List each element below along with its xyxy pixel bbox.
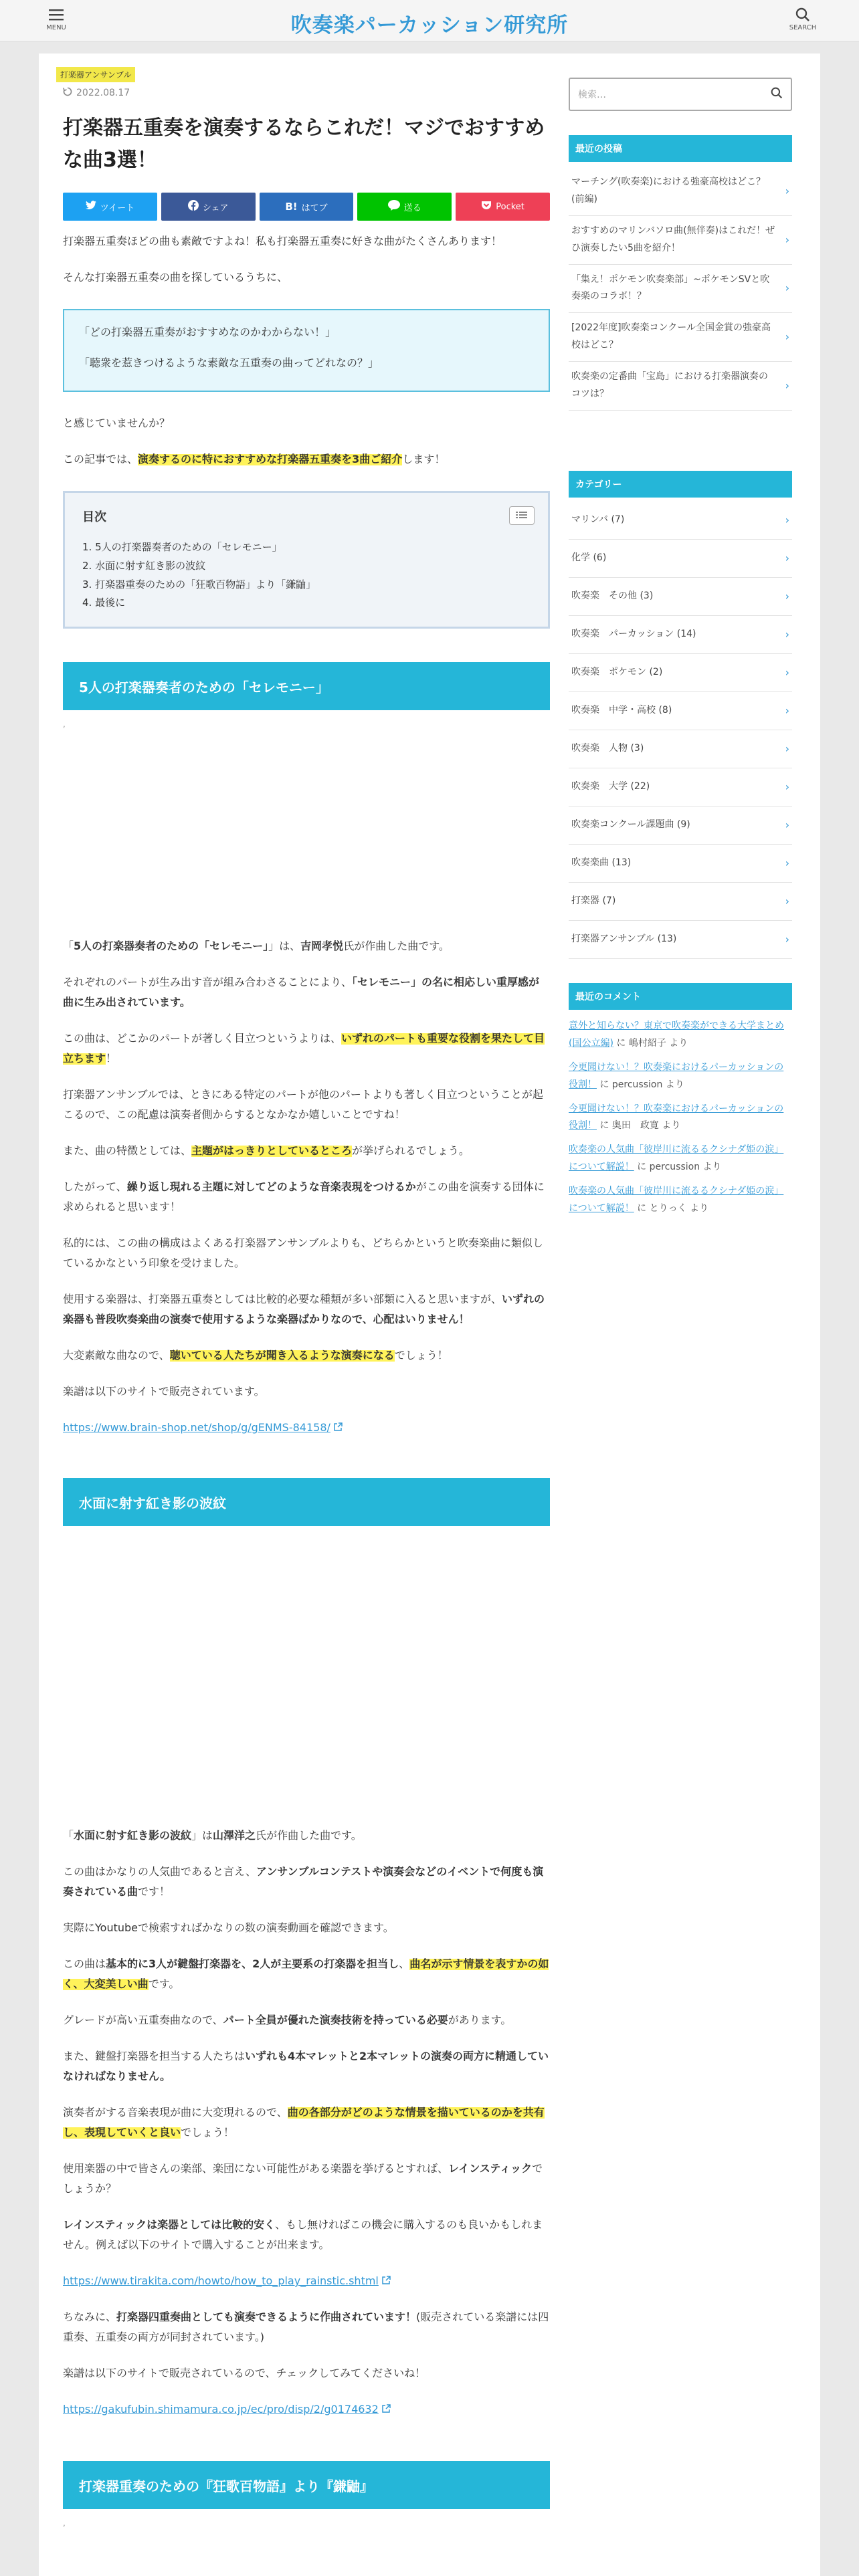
text: に — [613, 1037, 629, 1049]
text: 」は、 — [268, 940, 301, 952]
recent-post-label: [2022年度]吹奏楽コンクール全国金賞の強豪高校はどこ？ — [571, 322, 771, 351]
category-label: 吹奏楽曲 (13) — [571, 857, 632, 869]
s2-paragraph-8 — [63, 2159, 550, 2199]
category-item[interactable] — [569, 730, 792, 768]
comment-item — [569, 1183, 792, 1218]
score-shop-link-1[interactable]: https://www.brain-shop.net/shop/g/gENMS-84158/ — [63, 1421, 330, 1434]
sidebar-search-input[interactable] — [569, 78, 792, 111]
category-label: 化学 (6) — [571, 552, 607, 564]
bold: レインスティック — [448, 2162, 533, 2175]
section-heading-1: 5人の打楽器奏者のための「セレモニー」 — [63, 662, 550, 710]
search-label: SEARCH — [789, 24, 817, 31]
s2-link-line-2 — [63, 2399, 550, 2420]
s1-paragraph-3 — [63, 1029, 550, 1069]
external-link-icon — [382, 2274, 391, 2287]
rainstick-shop-link[interactable]: https://www.tirakita.com/howto/how_to_play_rainstic.shtml — [63, 2274, 379, 2287]
video-note: , — [63, 720, 66, 729]
text: します！ — [402, 453, 446, 465]
category-label: 吹奏楽 人物 (3) — [571, 743, 644, 754]
category-item[interactable] — [569, 540, 792, 578]
external-link-icon — [334, 1421, 343, 1434]
recent-post-label: マーチング(吹奏楽)における強豪高校はどこ？(前編) — [571, 177, 765, 205]
recent-post-label: おすすめのマリンバソロ曲(無伴奏)はこれだ！ぜひ演奏したい5曲を紹介！ — [571, 225, 775, 253]
facebook-share-label: シェア — [202, 203, 229, 213]
text: (販売されている楽譜には四重奏、五重奏の両方が同封されています。) — [63, 2311, 549, 2344]
text: 「 — [63, 940, 74, 952]
toc-toggle-icon — [515, 510, 529, 522]
category-item[interactable] — [569, 502, 792, 540]
s2-paragraph-7 — [63, 2103, 550, 2143]
category-label: 打楽器 (7) — [571, 895, 616, 907]
comment-item — [569, 1018, 792, 1053]
highlight: 曲の各部分がどのような情景を描いているのかを共有し、表現していくと良い — [63, 2106, 545, 2139]
s1-paragraph-9 — [63, 1346, 550, 1366]
comment-post-link[interactable]: 意外と知らない？東京で吹奏楽ができる大学まとめ(国公立編) — [569, 1021, 784, 1049]
video-note: , — [63, 2518, 66, 2528]
menu-label: MENU — [46, 24, 66, 31]
bold: いずれの楽器も普段吹奏楽曲の演奏で使用するような楽器ばかりなので、心配はいりません！ — [63, 1293, 545, 1326]
text: より — [666, 1037, 688, 1049]
chevron-right-icon: › — [785, 704, 789, 718]
chevron-right-icon: › — [785, 233, 789, 246]
recent-comments-title: 最近のコメント — [569, 983, 792, 1010]
text: でしょう！ — [394, 1349, 448, 1362]
section-heading-2: 水面に射す紅き影の波紋 — [63, 1478, 550, 1526]
category-item[interactable] — [569, 768, 792, 807]
category-label: マリンバ (7) — [571, 514, 625, 526]
text: でしょう！ — [181, 2126, 235, 2139]
intro-paragraph-1: 打楽器五重奏ほどの曲も素敵ですよね！私も打楽器五重奏に好きな曲がたくさんあります！ — [63, 235, 502, 247]
text: に — [634, 1203, 650, 1214]
text: この記事では、 — [63, 453, 138, 465]
site-header — [0, 0, 859, 41]
s1-paragraph-10: 楽譜は以下のサイトで販売されています。 — [63, 1385, 265, 1398]
category-label: 吹奏楽 ポケモン (2) — [571, 667, 663, 678]
chevron-right-icon: › — [785, 742, 789, 756]
s2-paragraph-1 — [63, 1826, 550, 1846]
category-item[interactable] — [569, 845, 792, 883]
bold: レインスティックは楽器としては比較的安く — [63, 2218, 276, 2231]
bold: 「セレモニー」の名に相応しい重厚感が曲に生み出されています。 — [63, 976, 540, 1009]
text: 「 — [63, 1829, 74, 1842]
hatena-share-button[interactable] — [260, 193, 354, 221]
category-label: 吹奏楽 その他 (3) — [571, 591, 654, 602]
comment-post-link[interactable]: 吹奏楽の人気曲「彼岸川に流るるクシナダ姫の涙」について解説！ — [569, 1186, 784, 1214]
toc-item[interactable]: 2. 水面に射す紅き影の波紋 — [82, 559, 206, 572]
line-share-label: 送る — [403, 203, 421, 213]
recent-post-item[interactable] — [569, 216, 792, 265]
highlight: いずれのパートも重要な役割を果たして目立ちます — [63, 1032, 545, 1065]
category-item[interactable] — [569, 578, 792, 616]
category-label: 吹奏楽コンクール課題曲 (9) — [571, 819, 690, 831]
bold: 吉岡孝悦 — [300, 940, 344, 952]
s1-paragraph-8 — [63, 1289, 550, 1330]
s1-paragraph-4: 打楽器アンサンブルでは、ときにある特定のパートが他のパートよりも著しく目立つということが起こるので、この配慮は演奏者側からするとなかなか嬉しいことですね！ — [63, 1088, 543, 1121]
line-icon — [388, 200, 400, 213]
s2-paragraph-4 — [63, 1954, 550, 1995]
comment-author: percussion — [611, 1079, 663, 1090]
text: でしょうか？ — [63, 2162, 543, 2195]
chevron-right-icon: › — [785, 514, 789, 527]
date-text: 2022.08.17 — [76, 88, 130, 98]
text: 大変素敵な曲なので、 — [63, 1349, 170, 1362]
comment-author: percussion — [649, 1162, 700, 1173]
category-item[interactable] — [569, 616, 792, 654]
s1-paragraph-5 — [63, 1141, 550, 1161]
category-item[interactable] — [569, 883, 792, 921]
toc-item[interactable]: 3. 打楽器重奏のための「狂歌百物語」より「鎌鼬」 — [82, 578, 316, 591]
twitter-icon — [86, 201, 96, 213]
highlight: 曲名が示す情景を表すかの如く、大変美しい曲 — [63, 1957, 549, 1991]
category-label: 吹奏楽 中学・高校 (8) — [571, 705, 672, 716]
recent-posts-title: 最近の投稿 — [569, 135, 792, 162]
recent-post-item[interactable] — [569, 362, 792, 411]
category-item[interactable] — [569, 807, 792, 845]
pocket-icon — [481, 201, 492, 213]
text: ！ — [106, 1052, 117, 1065]
s2-paragraph-10 — [63, 2307, 550, 2348]
chevron-right-icon: › — [785, 857, 789, 870]
text: この曲は、どこかのパートが著しく目立つというよりは、 — [63, 1032, 342, 1045]
s2-paragraph-6 — [63, 2046, 550, 2087]
highlight: 演奏するのに特におすすめな打楽器五重奏を3曲ご紹介 — [138, 453, 403, 465]
category-badge[interactable]: 打楽器アンサンブル — [56, 67, 135, 82]
question-box — [63, 309, 550, 392]
chevron-right-icon: › — [785, 379, 789, 393]
text: 使用する楽器は、打楽器五重奏としては比較的必要な種類が多い部類に入ると思いますが、 — [63, 1293, 502, 1305]
text: それぞれのパートが生み出す音が組み合わさることにより、 — [63, 976, 353, 988]
chevron-right-icon: › — [785, 780, 789, 794]
s1-paragraph-6 — [63, 1177, 550, 1218]
text: より — [686, 1203, 709, 1214]
twitter-share-label: ツイート — [100, 203, 135, 213]
section-heading-3: 打楽器重奏のための『狂歌百物語』より『鎌鼬』 — [63, 2461, 550, 2509]
recent-post-item[interactable] — [569, 313, 792, 362]
text: グレードが高い五重奏曲なので、 — [63, 2014, 223, 2026]
text: また、鍵盤打楽器を担当する人たちは — [63, 2050, 246, 2062]
comment-post-link[interactable]: 吹奏楽の人気曲「彼岸川に流るるクシナダ姫の涙」について解説！ — [569, 1144, 784, 1173]
chevron-right-icon: › — [785, 590, 789, 603]
category-label: 吹奏楽 大学 (22) — [571, 781, 650, 792]
highlight: 主題がはっきりとしているところ — [191, 1144, 353, 1157]
s1-paragraph-1 — [63, 936, 550, 956]
site-title[interactable]: 吹奏楽パーカッション研究所 — [290, 13, 569, 37]
s2-paragraph-5 — [63, 2010, 550, 2030]
recent-post-item[interactable] — [569, 167, 792, 216]
text: この曲はかなりの人気曲であると言え、 — [63, 1865, 256, 1878]
text: 氏が作曲した曲です。 — [256, 1829, 362, 1842]
chevron-right-icon: › — [785, 666, 789, 679]
question-1: 「どの打楽器五重奏がおすすめなのかわからない！」 — [79, 326, 337, 338]
text: があります。 — [448, 2014, 512, 2026]
toc-item[interactable]: 4. 最後に — [82, 597, 126, 609]
categories-list — [569, 502, 792, 959]
pocket-share-label: Pocket — [496, 201, 524, 212]
category-item[interactable] — [569, 921, 792, 959]
refresh-icon — [63, 87, 72, 99]
text: したがって、 — [63, 1180, 127, 1193]
bold: パート全員が優れた演奏技術を持っている必要 — [223, 2014, 448, 2026]
bold: 5人の打楽器奏者のための「セレモニー」 — [74, 940, 269, 952]
highlight: 聴いている人たちが聞き入るような演奏になる — [169, 1349, 395, 1362]
toc-toggle-button[interactable] — [509, 506, 535, 525]
table-of-contents — [63, 491, 550, 629]
share-buttons — [63, 193, 550, 221]
chevron-right-icon: › — [785, 185, 789, 198]
bold: アンサンブルコンテストや演奏会などのイベントで何度も演奏されている曲 — [63, 1865, 544, 1899]
post-date — [63, 87, 130, 99]
hatena-icon: B! — [285, 201, 298, 213]
s2-paragraph-2 — [63, 1862, 550, 1903]
post-title: 打楽器五重奏を演奏するならこれだ！マジでおすすめな曲3選！ — [63, 116, 545, 172]
text: に — [597, 1079, 612, 1090]
recent-post-label: 「集え！ポケモン吹奏楽部」~ポケモンSVと吹奏楽のコラボ！？ — [571, 274, 770, 302]
facebook-icon — [188, 200, 199, 213]
toc-title: 目次 — [82, 510, 106, 524]
comment-post-link[interactable]: 今更聞けない！？吹奏楽におけるパーカッションの役割！ — [569, 1103, 784, 1132]
chevron-right-icon: › — [785, 933, 789, 946]
chevron-right-icon: › — [785, 282, 789, 295]
category-label: 吹奏楽 パーカッション (14) — [571, 629, 696, 640]
text: が挙げられるでしょう。 — [352, 1144, 470, 1157]
comment-author: 奥田 政寛 — [611, 1120, 659, 1132]
bold: 水面に射す紅き影の波紋 — [74, 1829, 192, 1842]
chevron-right-icon: › — [785, 819, 789, 832]
search-button[interactable] — [784, 5, 822, 31]
text: より — [662, 1079, 684, 1090]
comment-item — [569, 1059, 792, 1094]
bold: いずれも4本マレットと2本マレットの演奏の両方に精通していなければなりません。 — [63, 2050, 549, 2083]
video-embed-3[interactable] — [63, 2518, 550, 2572]
chevron-right-icon: › — [785, 895, 789, 908]
s1-link-line — [63, 1418, 550, 1438]
bold: 山澤洋之 — [213, 1829, 256, 1842]
s2-paragraph-3: 実際にYoutubeで検索すればかなりの数の演奏動画を確認できます。 — [63, 1921, 394, 1934]
intro-paragraph-3: と感じていませんか？ — [63, 417, 171, 429]
text: 」は — [191, 1829, 213, 1842]
comment-post-link[interactable]: 今更聞けない！？吹奏楽におけるパーカッションの役割！ — [569, 1061, 784, 1090]
line-share-button[interactable] — [357, 193, 452, 221]
toc-item[interactable]: 1. 5人の打楽器奏者のための「セレモニー」 — [82, 541, 282, 553]
question-2: 「聴衆を惹きつけるような素敵な五重奏の曲ってどれなの？」 — [79, 356, 379, 370]
facebook-share-button[interactable] — [161, 193, 256, 221]
recent-comments-list — [569, 1018, 792, 1224]
search-placeholder: 検索… — [578, 90, 606, 100]
text: に — [597, 1120, 612, 1132]
s1-paragraph-7: 私的には、この曲の構成はよくある打楽器アンサンブルよりも、どちらかというと吹奏楽曲に類似しているかなという印象を受けました。 — [63, 1237, 543, 1270]
recent-posts-list — [569, 167, 792, 411]
text: 演奏者がする音楽表現が曲に大変現れるので、 — [63, 2106, 288, 2119]
text: また、曲の特徴としては、 — [63, 1144, 192, 1157]
text: より — [700, 1162, 722, 1173]
category-item[interactable] — [569, 692, 792, 730]
bold: 打楽器四重奏曲としても演奏できるように作曲されています！ — [116, 2311, 417, 2323]
comment-item — [569, 1101, 792, 1136]
text: 使用楽器の中で皆さんの楽部、楽団にない可能性がある楽器を挙げるとすれば、 — [63, 2162, 449, 2175]
text: に — [634, 1162, 650, 1173]
s1-paragraph-2 — [63, 972, 550, 1013]
recent-post-label: 吹奏楽の定番曲「宝島」における打楽器演奏のコツは？ — [571, 371, 768, 400]
s2-paragraph-9 — [63, 2215, 550, 2256]
text: 、もし無ければこの機会に購入するのも良いかもしれません。例えば以下のサイトで購入することが出来ます。 — [63, 2218, 543, 2252]
chevron-right-icon: › — [785, 628, 789, 641]
text: この曲は — [63, 1957, 106, 1970]
text: 、 — [399, 1957, 410, 1970]
bold: 繰り返し現れる主題に対してどのような音楽表現をつけるか — [126, 1180, 416, 1193]
intro-paragraph-4 — [63, 449, 550, 469]
text: 氏が作曲した曲です。 — [343, 940, 450, 952]
comment-author: とりっく — [649, 1203, 687, 1214]
text: がこの曲を演奏する団体に求められると思います！ — [63, 1180, 545, 1214]
text: ちなみに、 — [63, 2311, 117, 2323]
text: です！ — [138, 1885, 171, 1899]
category-label: 打楽器アンサンブル (13) — [571, 934, 677, 945]
chevron-right-icon: › — [785, 330, 789, 344]
twitter-share-button[interactable] — [63, 193, 157, 221]
text: です。 — [148, 1977, 180, 1991]
search-icon[interactable] — [771, 87, 783, 102]
comment-author: 嶋村紹子 — [628, 1037, 666, 1049]
category-item[interactable] — [569, 654, 792, 692]
toc-list — [82, 538, 531, 613]
intro-paragraph-2: そんな打楽器五重奏の曲を探しているうちに、 — [63, 271, 288, 284]
comment-item — [569, 1142, 792, 1176]
video-embed-2[interactable] — [63, 1535, 550, 1790]
s2-paragraph-11: 楽譜は以下のサイトで販売されているので、チェックしてみてくださいね！ — [63, 2367, 426, 2379]
video-embed-1[interactable] — [63, 720, 550, 974]
recent-post-item[interactable] — [569, 265, 792, 314]
bold: 基本的に3人が鍵盤打楽器を、2人が主要系の打楽器を担当し — [106, 1957, 399, 1970]
page-container — [39, 53, 820, 2576]
pocket-share-button[interactable] — [456, 193, 550, 221]
hatena-share-label: はてブ — [301, 203, 328, 213]
score-shop-link-2[interactable]: https://gakufubin.shimamura.co.jp/ec/pro/disp/2/g0174632 — [63, 2403, 379, 2416]
external-link-icon — [382, 2403, 391, 2416]
text: より — [658, 1120, 681, 1132]
s2-link-line-1 — [63, 2271, 550, 2291]
search-icon — [784, 5, 822, 24]
categories-title: カテゴリー — [569, 471, 792, 498]
chevron-right-icon: › — [785, 552, 789, 565]
